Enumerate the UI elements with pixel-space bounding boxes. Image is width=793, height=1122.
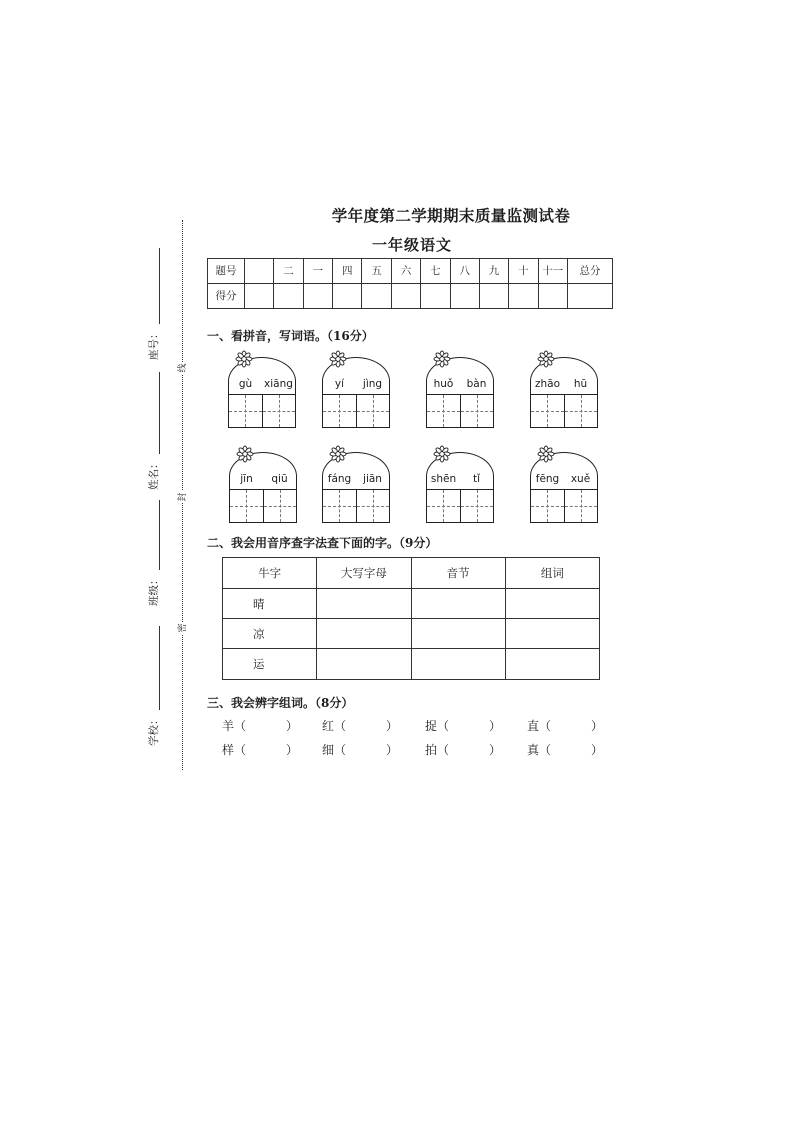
bracket-close: ） (386, 719, 399, 733)
score-header-cell: 六 (391, 259, 420, 284)
tianzige-cell (564, 395, 598, 427)
pinyin-syllable: fáng (327, 473, 352, 485)
writing-grid (530, 394, 598, 428)
answer-cell (317, 619, 411, 649)
pinyin-syllable: bàn (466, 378, 487, 390)
pinyin-arch (426, 452, 494, 489)
name-label: 姓名： (148, 458, 160, 490)
question-number-row (208, 259, 613, 284)
tianzige-cell (323, 490, 356, 522)
table-row (223, 649, 600, 680)
answer-cell (505, 589, 599, 619)
tianzige-cell (460, 395, 494, 427)
score-label: 得分 (208, 284, 245, 309)
pinyin-item (228, 357, 296, 428)
header-capital-letter: 大写字母 (317, 558, 411, 589)
score-row (208, 284, 613, 309)
tianzige-cell (460, 490, 494, 522)
tianzige-cell (262, 395, 296, 427)
answer-cell (411, 589, 505, 619)
tianzige-cell (230, 490, 263, 522)
pinyin-item (530, 452, 598, 523)
pinyin-syllable: yí (334, 378, 345, 390)
table-row (223, 589, 600, 619)
score-header-cell-blank (245, 259, 274, 284)
writing-grid (426, 489, 494, 523)
pinyin-arch (530, 452, 598, 489)
pair-char: 羊 (222, 719, 235, 733)
bracket-close: ） (591, 743, 604, 757)
name-field (146, 372, 160, 490)
score-cell (333, 284, 362, 309)
writing-grid (322, 394, 390, 428)
bracket-open: （ (234, 743, 247, 757)
score-header-cell: 九 (479, 259, 508, 284)
seal-char-feng: 封 (178, 492, 188, 502)
pinyin-arch (426, 357, 494, 394)
class-field (146, 500, 160, 606)
table-row (223, 619, 600, 649)
seat-number-field (146, 248, 160, 360)
answer-cell (505, 619, 599, 649)
pinyin-arch (228, 357, 296, 394)
pinyin-item (322, 452, 390, 523)
pair-char: 捉 (425, 719, 438, 733)
header-new-char: 牛字 (223, 558, 317, 589)
pinyin-syllable: fēng (535, 473, 560, 485)
pinyin-syllable: jīn (240, 473, 253, 485)
pinyin-arch (229, 452, 297, 489)
section1-heading: 一、看拼音，写词语。（16分） (207, 329, 374, 343)
bracket-open: （ (539, 719, 552, 733)
word-pair-item (322, 743, 398, 757)
flower-icon (537, 350, 555, 368)
word-pair-item (425, 719, 501, 733)
pinyin-syllable: gù (238, 378, 253, 390)
word-pair-item (222, 743, 298, 757)
writing-grid (322, 489, 390, 523)
bracket-open: （ (437, 743, 450, 757)
tianzige-cell (564, 490, 598, 522)
answer-cell (411, 619, 505, 649)
pinyin-syllable: huǒ (433, 378, 454, 390)
score-cell (538, 284, 567, 309)
flower-icon (235, 350, 253, 368)
pinyin-syllable: zhāo (534, 378, 561, 390)
answer-cell (411, 649, 505, 680)
word-pair-item (425, 743, 501, 757)
writing-grid (228, 394, 296, 428)
pinyin-item (426, 357, 494, 428)
pair-char: 样 (222, 743, 235, 757)
school-label: 学校： (148, 714, 160, 746)
exam-subtitle: 一年级语文 (371, 236, 452, 254)
score-header-cell: 十 (509, 259, 538, 284)
char-cell: 晴 (223, 589, 317, 619)
score-cell (245, 284, 274, 309)
tianzige-cell (427, 490, 460, 522)
bracket-close: ） (286, 719, 299, 733)
pair-char: 细 (322, 743, 335, 757)
bracket-close: ） (386, 743, 399, 757)
pinyin-syllable: qiū (271, 473, 288, 485)
name-underline (159, 372, 160, 455)
answer-cell (317, 589, 411, 619)
section2-heading: 二、我会用音序查字法查下面的字。（9分） (207, 536, 438, 550)
word-pair-item (527, 743, 603, 757)
pinyin-syllable: xuě (570, 473, 591, 485)
exam-title: 学年度第二学期期末质量监测试卷 (331, 206, 571, 225)
flower-icon (329, 445, 347, 463)
score-cell (509, 284, 538, 309)
score-header-cell: 一 (303, 259, 332, 284)
bracket-open: （ (334, 719, 347, 733)
writing-grid (229, 489, 297, 523)
score-cell (362, 284, 391, 309)
seat-number-underline (159, 248, 160, 325)
bracket-close: ） (286, 743, 299, 757)
bracket-open: （ (234, 719, 247, 733)
pinyin-syllable: jìng (362, 378, 383, 390)
pinyin-item (229, 452, 297, 523)
flower-icon (537, 445, 555, 463)
char-cell: 运 (223, 649, 317, 680)
seat-number-label: 座号： (148, 328, 160, 360)
bracket-close: ） (591, 719, 604, 733)
tianzige-cell (427, 395, 460, 427)
pinyin-item (322, 357, 390, 428)
score-header-cell-total: 总分 (567, 259, 612, 284)
header-syllable: 音节 (411, 558, 505, 589)
pair-char: 拍 (425, 743, 438, 757)
score-header-cell: 七 (421, 259, 450, 284)
bracket-close: ） (489, 719, 502, 733)
tianzige-cell (531, 490, 564, 522)
pair-char: 真 (527, 743, 540, 757)
flower-icon (236, 445, 254, 463)
tianzige-cell (229, 395, 262, 427)
pinyin-syllable: shēn (430, 473, 457, 485)
pinyin-arch (530, 357, 598, 394)
seal-char-mi: 密 (178, 623, 188, 633)
pinyin-item (426, 452, 494, 523)
tianzige-cell (356, 395, 390, 427)
score-cell-total (567, 284, 612, 309)
tianzige-cell (531, 395, 564, 427)
score-header-cell: 二 (274, 259, 303, 284)
pinyin-item (530, 357, 598, 428)
writing-grid (426, 394, 494, 428)
bracket-close: ） (489, 743, 502, 757)
class-underline (159, 500, 160, 571)
school-underline (159, 626, 160, 711)
header-word: 组词 (505, 558, 599, 589)
score-header-cell: 五 (362, 259, 391, 284)
pinyin-syllable: xiāng (264, 378, 293, 390)
pinyin-syllable: hū (573, 378, 588, 390)
section3-heading: 三、我会辨字组词。（8分） (207, 696, 354, 710)
word-pair-item (222, 719, 298, 733)
pair-char: 红 (322, 719, 335, 733)
tianzige-cell (263, 490, 297, 522)
class-label: 班级： (148, 574, 160, 606)
word-pair-item (527, 719, 603, 733)
pinyin-arch (322, 357, 390, 394)
tianzige-cell (356, 490, 390, 522)
score-cell (421, 284, 450, 309)
tianzige-cell (323, 395, 356, 427)
score-cell (274, 284, 303, 309)
school-field (146, 626, 160, 746)
flower-icon (329, 350, 347, 368)
table-header-row (223, 558, 600, 589)
bracket-open: （ (539, 743, 552, 757)
phonetic-lookup-table (222, 557, 600, 680)
question-number-label: 题号 (208, 259, 245, 284)
pinyin-syllable: tǐ (472, 473, 481, 485)
score-header-cell: 八 (450, 259, 479, 284)
score-cell (391, 284, 420, 309)
answer-cell (317, 649, 411, 680)
answer-cell (505, 649, 599, 680)
bracket-open: （ (437, 719, 450, 733)
char-cell: 凉 (223, 619, 317, 649)
writing-grid (530, 489, 598, 523)
pinyin-arch (322, 452, 390, 489)
score-cell (303, 284, 332, 309)
score-table (207, 258, 613, 309)
score-cell (479, 284, 508, 309)
word-pair-item (322, 719, 398, 733)
seal-char-xian: 线 (178, 363, 188, 373)
score-header-cell: 四 (333, 259, 362, 284)
flower-icon (433, 350, 451, 368)
score-cell (450, 284, 479, 309)
pair-char: 直 (527, 719, 540, 733)
flower-icon (433, 445, 451, 463)
bracket-open: （ (334, 743, 347, 757)
score-header-cell: 十一 (538, 259, 567, 284)
pinyin-syllable: jiān (363, 473, 382, 485)
